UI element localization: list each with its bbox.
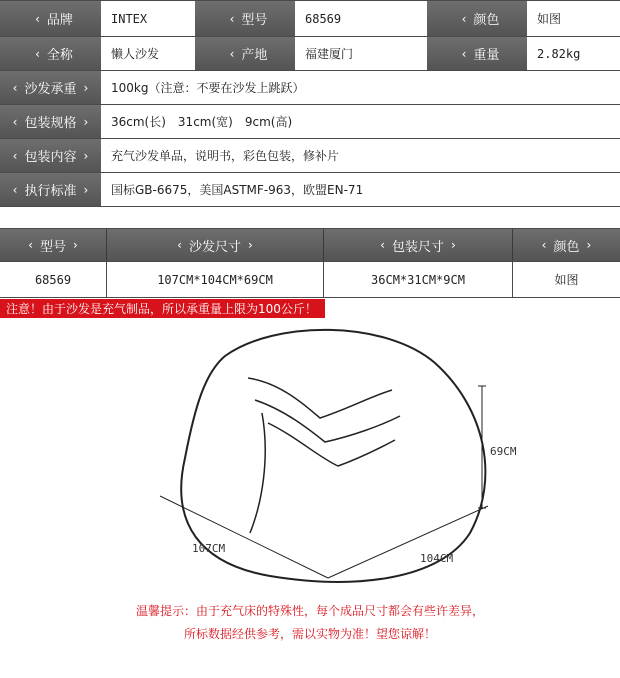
spec-label-load: 沙发承重 — [24, 82, 77, 97]
chevron-right-icon: › — [83, 80, 89, 95]
chevron-left-icon: ‹ — [12, 114, 18, 129]
chevron-left-icon: ‹ — [541, 238, 547, 252]
sofa-outline — [181, 330, 485, 582]
spec-value-origin: 福建厦门 — [305, 47, 354, 61]
spec-value-fullname: 懒人沙发 — [111, 47, 160, 61]
chevron-left-icon: ‹ — [229, 46, 235, 61]
chevron-left-icon: ‹ — [12, 80, 18, 95]
sofa-fold-2 — [255, 400, 400, 442]
chevron-left-icon: ‹ — [380, 238, 385, 252]
tip-line-1: 温馨提示：由于充气床的特殊性，每个成品尺寸都会有些许差异， — [135, 604, 484, 618]
spec-row — [0, 1, 620, 37]
spec-header-cell — [0, 105, 101, 138]
spec-row — [0, 37, 620, 71]
size-header-label: 包装尺寸 — [391, 239, 444, 255]
size-cell-sofa-size: 107CM*104CM*69CM — [107, 262, 324, 297]
sofa-fold-3 — [268, 423, 395, 466]
chevron-left-icon: ‹ — [461, 11, 467, 26]
spec-value-package-content: 充气沙发单品，说明书，彩色包装，修补片 — [111, 149, 340, 163]
spec-value-load: 100kg（注意：不要在沙发上跳跃） — [111, 81, 305, 95]
spec-value-package-size: 36cm(长) 31cm(宽) 9cm(高) — [111, 115, 293, 129]
chevron-left-icon: ‹ — [12, 148, 18, 163]
length-label: 107CM — [192, 542, 226, 555]
chevron-right-icon: › — [83, 182, 89, 197]
size-header-label: 型号 — [39, 239, 66, 255]
chevron-left-icon: ‹ — [35, 46, 40, 61]
spec-row — [0, 71, 620, 105]
spec-row — [0, 139, 620, 173]
spec-header-cell — [427, 37, 527, 70]
size-cell-package-size: 36CM*31CM*9CM — [324, 262, 513, 297]
spec-label-fullname: 全称 — [46, 48, 73, 63]
size-cell-model: 68569 — [0, 262, 107, 297]
spec-header-cell — [0, 71, 101, 104]
tip-line-2: 所标数据经供参考，需以实物为准！望您谅解！ — [183, 627, 436, 641]
size-header-color — [513, 229, 620, 261]
spec-label-origin: 产地 — [241, 48, 268, 63]
size-table-header — [0, 228, 620, 262]
chevron-right-icon: › — [451, 238, 456, 252]
spec-header-cell — [195, 37, 295, 70]
dimension-diagram — [0, 318, 620, 674]
spec-header-cell — [195, 1, 295, 36]
chevron-left-icon: ‹ — [35, 11, 40, 26]
chevron-right-icon: › — [83, 114, 89, 129]
chevron-left-icon: ‹ — [229, 11, 235, 26]
chevron-left-icon: ‹ — [28, 238, 33, 252]
chevron-right-icon: › — [73, 238, 78, 252]
chevron-left-icon: ‹ — [177, 238, 182, 252]
spec-label-color: 颜色 — [473, 13, 500, 28]
spec-row — [0, 173, 620, 207]
size-table — [0, 228, 620, 298]
bean-bag-illustration — [0, 318, 620, 674]
chevron-left-icon: ‹ — [12, 182, 18, 197]
sofa-fold-4 — [250, 413, 265, 533]
spec-header-cell — [0, 173, 101, 206]
spec-row — [0, 105, 620, 139]
spec-table — [0, 0, 620, 207]
spec-header-cell — [0, 37, 101, 70]
spec-value-color: 如图 — [537, 12, 562, 26]
spec-value-model: 68569 — [305, 11, 342, 26]
spec-value-weight: 2.82kg — [537, 46, 581, 61]
spec-label-weight: 重量 — [473, 48, 500, 63]
spec-label-package-content: 包装内容 — [24, 150, 77, 165]
chevron-left-icon: ‹ — [461, 46, 467, 61]
length-dimension-line — [160, 496, 328, 578]
size-header-label: 颜色 — [553, 239, 580, 255]
size-header-label: 沙发尺寸 — [188, 239, 241, 255]
spec-label-standard: 执行标准 — [24, 184, 77, 199]
spec-header-cell — [427, 1, 527, 36]
chevron-right-icon: › — [248, 238, 253, 252]
spec-header-cell — [0, 1, 101, 36]
size-header-sofa-size — [107, 229, 324, 261]
size-header-model — [0, 229, 107, 261]
load-notice: 注意！由于沙发是充气制品，所以承重量上限为100公斤！ — [0, 299, 325, 318]
height-label: 69CM — [490, 445, 517, 458]
size-cell-color: 如图 — [554, 273, 579, 287]
table-row — [0, 262, 620, 298]
spec-label-brand: 品牌 — [46, 13, 73, 28]
spec-value-standard: 国标GB-6675，美国ASTMF-963，欧盟EN-71 — [111, 183, 364, 197]
sofa-fold-1 — [248, 378, 392, 418]
spec-value-brand: INTEX — [111, 11, 148, 26]
spec-label-model: 型号 — [241, 13, 268, 28]
width-label: 104CM — [420, 552, 454, 565]
chevron-right-icon: › — [83, 148, 89, 163]
size-header-package-size — [324, 229, 513, 261]
spec-header-cell — [0, 139, 101, 172]
chevron-right-icon: › — [586, 238, 592, 252]
spec-label-package-size: 包装规格 — [24, 116, 77, 131]
